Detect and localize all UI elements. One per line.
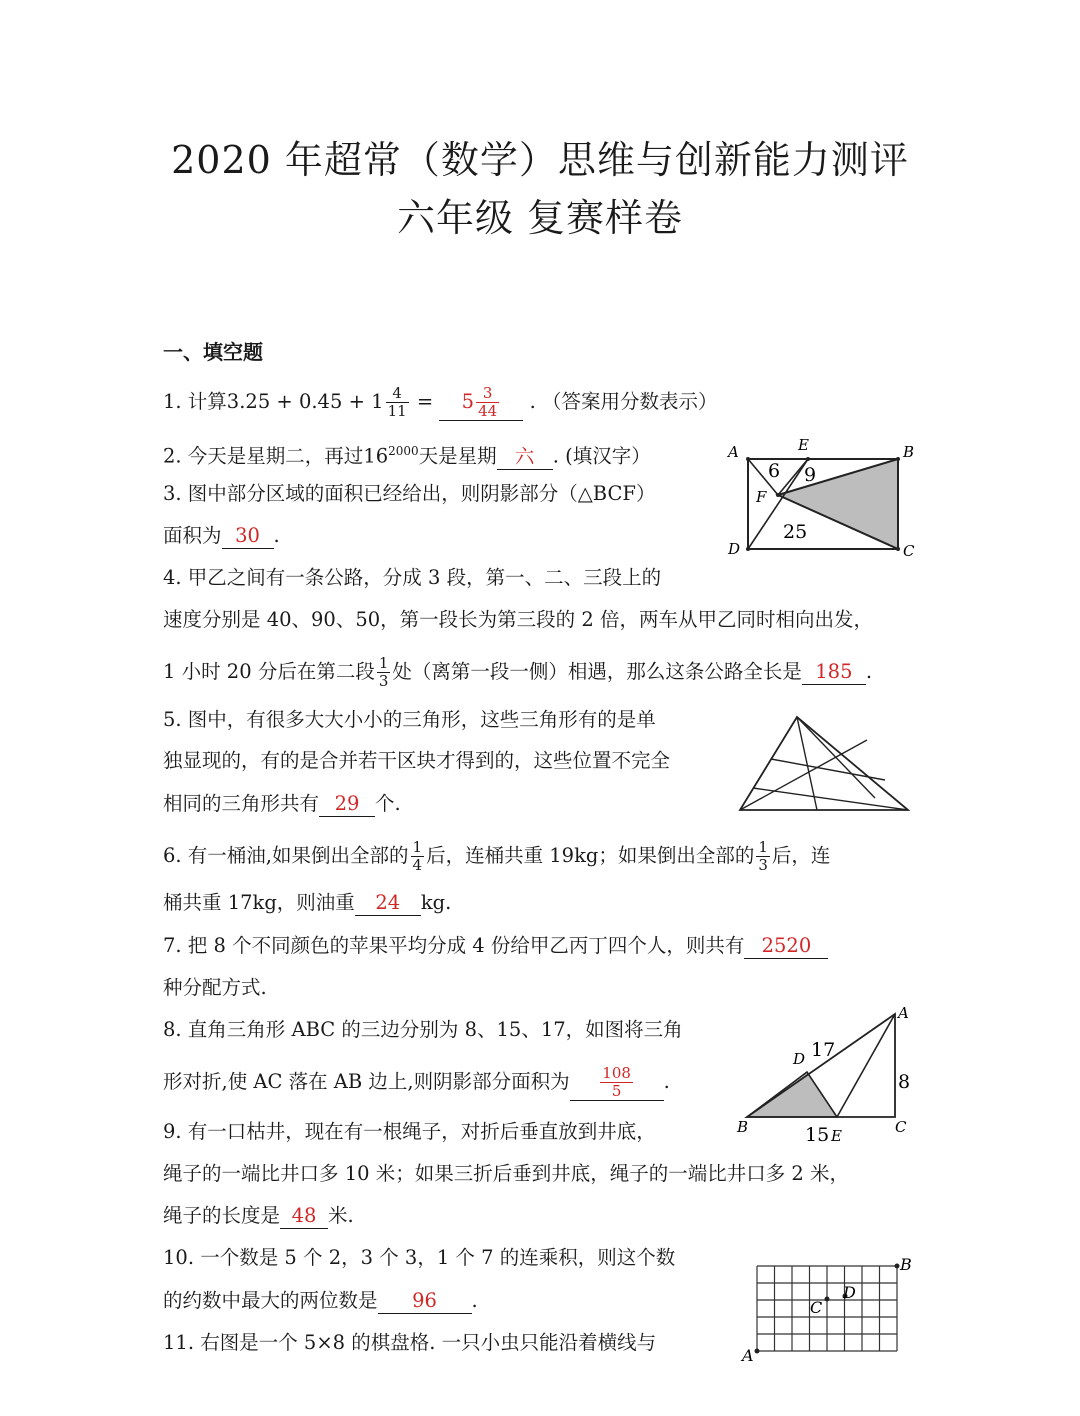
question-10-line1: 10. 一个数是 5 个 2，3 个 3，1 个 7 的连乘积，则这个数 (163, 1246, 676, 1269)
question-4-line3: 1 小时 20 分后在第二段 $\frac{1}{3}$ 处（离第一段一侧）相遇，那么这条公路全长是 185 . (163, 654, 873, 690)
figure-right-triangle (735, 1004, 925, 1148)
question-7-line2: 种分配方式. (163, 976, 267, 999)
question-3-line2: 面积为 30 . (163, 524, 280, 547)
label-c: C (903, 542, 915, 560)
side-17: 17 (811, 1039, 836, 1061)
label-e: E (798, 436, 809, 454)
answer-blank-3: 30 (222, 524, 274, 549)
question-7-line1: 7. 把 8 个不同颜色的苹果平均分成 4 份给甲乙丙丁四个人，则共有 2520 (163, 931, 828, 961)
label-b: B (900, 1255, 912, 1274)
area-9: 9 (804, 464, 817, 486)
section-title: 一、填空题 (163, 340, 263, 364)
question-11-line1: 11. 右图是一个 5×8 的棋盘格. 一只小虫只能沿着横线与 (163, 1331, 657, 1354)
answer-blank-10: 96 (378, 1289, 472, 1314)
figure-chessboard-grid (740, 1254, 920, 1364)
question-6-line2: 桶共重 17kg，则油重 24 kg. (163, 891, 452, 914)
question-6-line1: 6. 有一桶油,如果倒出全部的 $\frac{1}{4}$ 后，连桶共重 19kg；如果倒出全部的 $\frac{1}{3}$ 后，连 (163, 838, 831, 874)
question-5-line3: 相同的三角形共有 29 个. (163, 792, 401, 815)
question-9-line1: 9. 有一口枯井，现在有一根绳子，对折后垂直放到井底， (163, 1120, 656, 1143)
side-8: 8 (898, 1071, 911, 1093)
question-3-line1: 3. 图中部分区域的面积已经给出，则阴影部分（△BCF） (163, 482, 656, 505)
answer-blank-2: 六 (497, 445, 553, 470)
answer-blank-7: 2520 (744, 934, 828, 959)
label-b: B (737, 1118, 749, 1136)
answer-blank-1: 5 $\frac{3}{44}$ (439, 385, 523, 421)
label-a: A (742, 1346, 754, 1365)
label-b: B (903, 443, 915, 461)
question-4-line1: 4. 甲乙之间有一条公路，分成 3 段，第一、二、三段上的 (163, 566, 662, 589)
question-9-line3: 绳子的长度是 48 米. (163, 1204, 354, 1227)
question-1: 1. 计算3.25 + 0.45 + 1 $\frac{4}{11}$ = 5 $\frac{3}{44}$ . （答案用分数表示） (163, 384, 718, 420)
question-10-line2: 的约数中最大的两位数是 96 . (163, 1289, 478, 1312)
figure-triangles (735, 712, 915, 816)
answer-blank-6: 24 (355, 891, 421, 916)
figure-rectangle-abcd (720, 432, 920, 562)
area-25: 25 (783, 521, 808, 543)
fold-line-ae (837, 1014, 895, 1117)
question-8-line2: 形对折,使 AC 落在 AB 边上,则阴影部分面积为 $\frac{108}{5}$ . (163, 1064, 670, 1100)
label-d: D (793, 1050, 806, 1068)
question-5-line2: 独显现的，有的是合并若干区块才得到的，这些位置不完全 (163, 749, 671, 772)
grid-lines (757, 1266, 897, 1351)
page-title-line1: 2020 年超常（数学）思维与创新能力测评 (171, 138, 909, 182)
label-c: C (895, 1118, 907, 1136)
label-a: A (728, 443, 739, 461)
label-f: F (756, 488, 767, 506)
page-title-line2: 六年级 复赛样卷 (396, 196, 684, 240)
answer-blank-4: 185 (802, 660, 866, 685)
mixed-fraction: $\frac{4}{11}$ (387, 384, 407, 420)
label-d: D (728, 540, 741, 558)
area-6: 6 (768, 460, 781, 482)
label-d: D (843, 1283, 856, 1302)
label-c: C (810, 1298, 823, 1317)
shaded-triangle (747, 1072, 837, 1117)
question-9-line2: 绳子的一端比井口多 10 米；如果三折后垂到井底，绳子的一端比井口多 2 米， (163, 1162, 850, 1185)
question-2: 2. 今天是星期二，再过$16^{2000}$天是星期 六 . (填汉字） (163, 444, 651, 468)
label-a: A (898, 1004, 909, 1022)
label-e: E (831, 1127, 842, 1145)
repeating-digit: 5 (329, 390, 343, 413)
answer-blank-9: 48 (280, 1204, 328, 1229)
question-8-line1: 8. 直角三角形 ABC 的三边分别为 8、15、17，如图将三角 (163, 1018, 683, 1041)
answer-blank-8: $\frac{108}{5}$ (570, 1065, 664, 1101)
answer-blank-5: 29 (319, 792, 375, 817)
question-4-line2: 速度分别是 40、90、50，第一段长为第三段的 2 倍，两车从甲乙同时相向出发， (163, 608, 873, 631)
question-5-line1: 5. 图中，有很多大大小小的三角形，这些三角形有的是单 (163, 708, 656, 731)
side-15: 15 (805, 1124, 830, 1146)
